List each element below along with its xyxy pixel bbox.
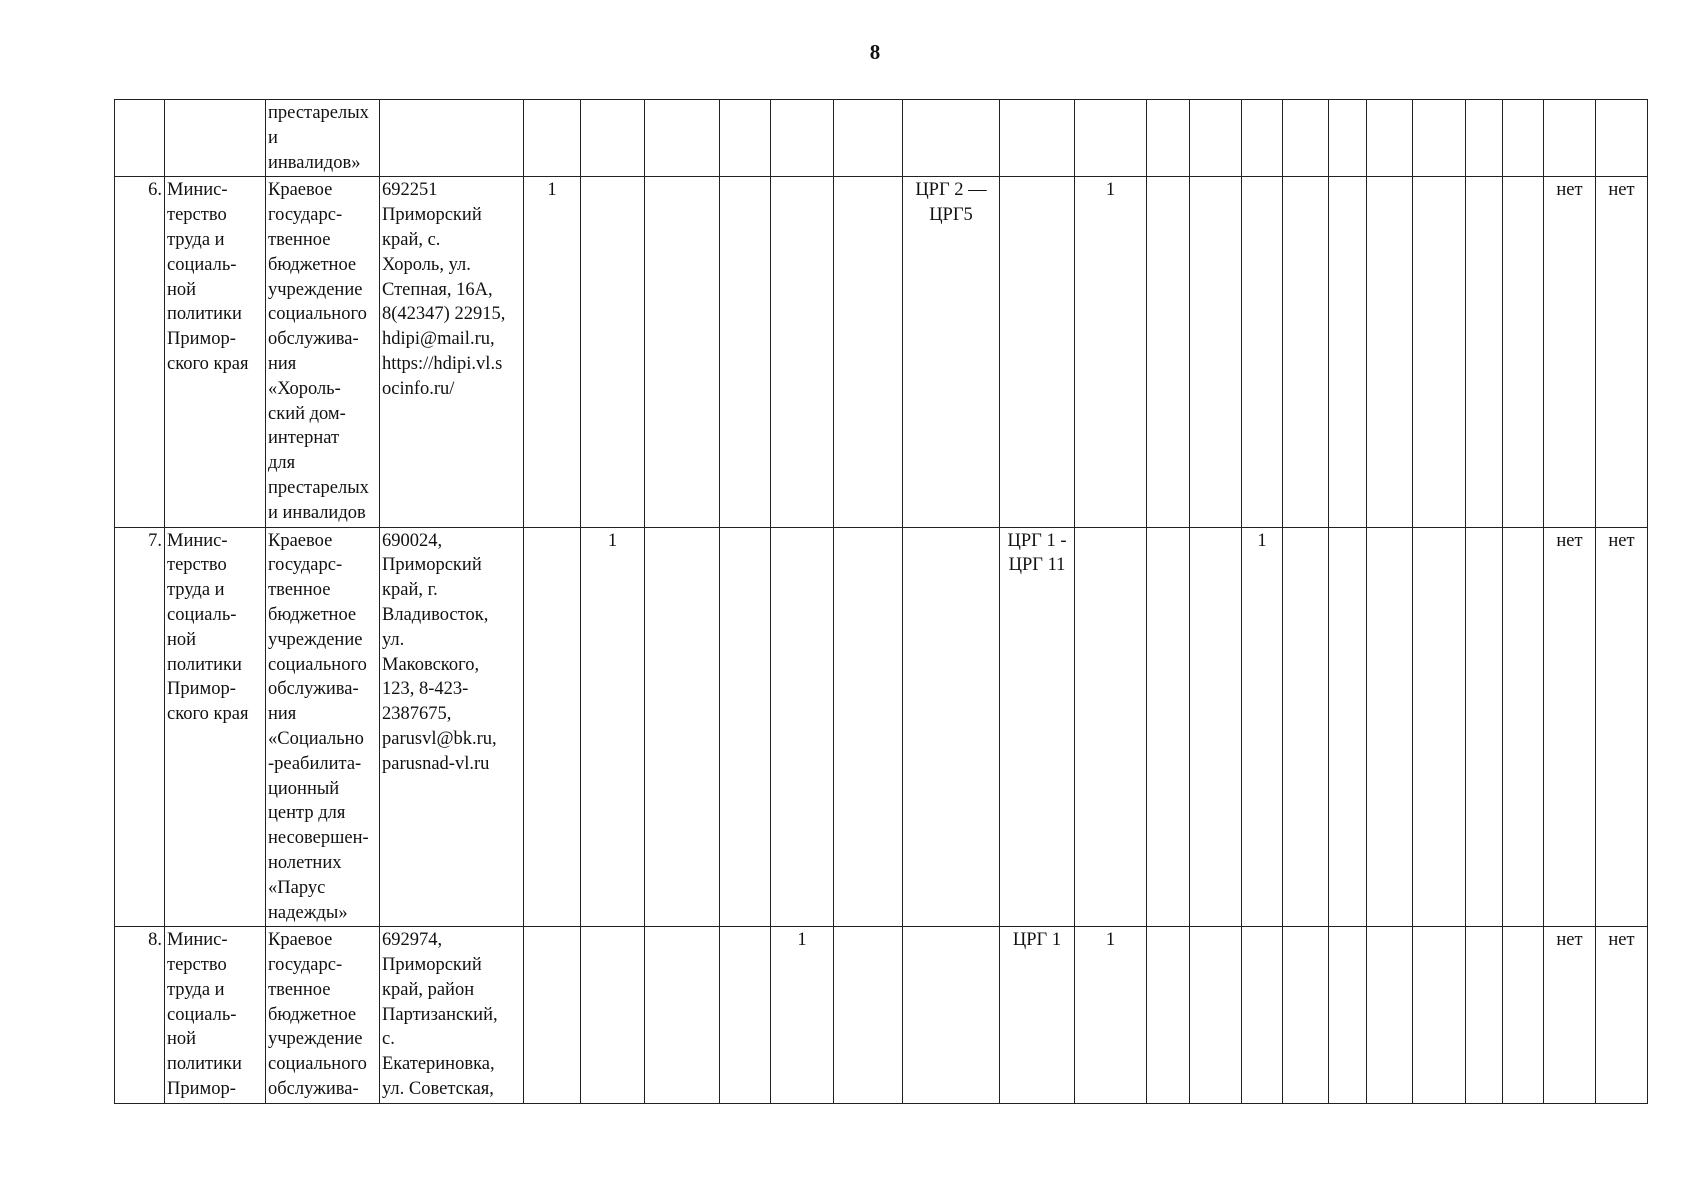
data-cell-14 xyxy=(1190,527,1242,927)
data-cell-17 xyxy=(1329,927,1367,1104)
data-cell-23: нет xyxy=(1596,927,1648,1104)
address-cell xyxy=(380,100,524,177)
data-cell-9 xyxy=(834,100,903,177)
data-cell-18 xyxy=(1367,527,1413,927)
data-cell-11 xyxy=(1000,177,1075,527)
data-cell-11 xyxy=(1000,100,1075,177)
data-cell-23: нет xyxy=(1596,177,1648,527)
data-cell-20 xyxy=(1466,527,1503,927)
data-cell-10 xyxy=(903,527,1000,927)
data-cell-22 xyxy=(1544,100,1596,177)
data-cell-14 xyxy=(1190,177,1242,527)
address-cell: 692974, Приморский край, район Партизанский, с. Екатериновка, ул. Советская, xyxy=(380,927,524,1104)
data-cell-11: ЦРГ 1 xyxy=(1000,927,1075,1104)
registry-table xyxy=(114,99,1648,1104)
row-number-cell xyxy=(115,100,165,177)
data-cell-12 xyxy=(1075,100,1147,177)
data-cell-5 xyxy=(581,100,645,177)
data-cell-4 xyxy=(524,100,581,177)
row-number-cell: 8. xyxy=(115,927,165,1104)
data-cell-7 xyxy=(720,100,771,177)
data-cell-14 xyxy=(1190,927,1242,1104)
data-cell-15 xyxy=(1242,177,1283,527)
data-cell-23: нет xyxy=(1596,527,1648,927)
data-cell-7 xyxy=(720,177,771,527)
row-number-cell: 6. xyxy=(115,177,165,527)
table-row xyxy=(115,527,1648,927)
data-cell-18 xyxy=(1367,927,1413,1104)
data-cell-8 xyxy=(771,177,834,527)
data-cell-20 xyxy=(1466,177,1503,527)
data-cell-15 xyxy=(1242,100,1283,177)
data-cell-19 xyxy=(1413,177,1466,527)
institution-cell: Краевое государс- твенное бюджетное учреждение социального обслужива- ния «Хороль- ский дом- интернат для престарелых и инвалидов xyxy=(266,177,380,527)
data-cell-21 xyxy=(1503,927,1544,1104)
data-cell-12: 1 xyxy=(1075,927,1147,1104)
ministry-cell: Минис- терство труда и социаль- ной политики Примор- ского края xyxy=(165,527,266,927)
data-cell-4: 1 xyxy=(524,177,581,527)
data-cell-16 xyxy=(1283,177,1329,527)
institution-cell: престарелых и инвалидов» xyxy=(266,100,380,177)
data-cell-22: нет xyxy=(1544,527,1596,927)
data-cell-8 xyxy=(771,527,834,927)
data-cell-15 xyxy=(1242,927,1283,1104)
page-number: 8 xyxy=(869,40,881,64)
data-cell-4 xyxy=(524,927,581,1104)
data-cell-14 xyxy=(1190,100,1242,177)
data-cell-13 xyxy=(1147,927,1190,1104)
data-cell-22: нет xyxy=(1544,177,1596,527)
ministry-cell xyxy=(165,100,266,177)
data-cell-17 xyxy=(1329,100,1367,177)
data-cell-5 xyxy=(581,927,645,1104)
ministry-cell: Минис- терство труда и социаль- ной политики Примор- xyxy=(165,927,266,1104)
data-cell-17 xyxy=(1329,177,1367,527)
institution-cell: Краевое государс- твенное бюджетное учреждение социального обслужива- ния «Социально -реабилита- ционный центр для несовершен- нолетних «Парус надежды» xyxy=(266,527,380,927)
data-cell-23 xyxy=(1596,100,1648,177)
data-cell-12: 1 xyxy=(1075,177,1147,527)
data-cell-13 xyxy=(1147,527,1190,927)
institution-cell: Краевое государс- твенное бюджетное учреждение социального обслужива- xyxy=(266,927,380,1104)
data-cell-15: 1 xyxy=(1242,527,1283,927)
data-cell-16 xyxy=(1283,927,1329,1104)
data-cell-21 xyxy=(1503,527,1544,927)
data-cell-18 xyxy=(1367,100,1413,177)
address-cell: 690024, Приморский край, г. Владивосток, ул. Маковского, 123, 8-423- 2387675, parusvl@bk.ru, parusnad-vl.ru xyxy=(380,527,524,927)
data-cell-19 xyxy=(1413,100,1466,177)
table-row xyxy=(115,100,1648,177)
data-cell-22: нет xyxy=(1544,927,1596,1104)
data-cell-6 xyxy=(645,927,720,1104)
data-cell-8: 1 xyxy=(771,927,834,1104)
data-cell-19 xyxy=(1413,927,1466,1104)
data-cell-20 xyxy=(1466,100,1503,177)
table-row xyxy=(115,177,1648,527)
data-cell-13 xyxy=(1147,100,1190,177)
data-cell-9 xyxy=(834,177,903,527)
data-cell-9 xyxy=(834,527,903,927)
data-cell-9 xyxy=(834,927,903,1104)
data-cell-12 xyxy=(1075,527,1147,927)
data-cell-10 xyxy=(903,927,1000,1104)
data-cell-21 xyxy=(1503,100,1544,177)
data-cell-6 xyxy=(645,100,720,177)
table-row xyxy=(115,927,1648,1104)
data-cell-16 xyxy=(1283,527,1329,927)
ministry-cell: Минис- терство труда и социаль- ной политики Примор- ского края xyxy=(165,177,266,527)
data-cell-11: ЦРГ 1 - ЦРГ 11 xyxy=(1000,527,1075,927)
data-cell-8 xyxy=(771,100,834,177)
data-cell-4 xyxy=(524,527,581,927)
data-cell-19 xyxy=(1413,527,1466,927)
data-cell-21 xyxy=(1503,177,1544,527)
data-cell-5 xyxy=(581,177,645,527)
data-cell-16 xyxy=(1283,100,1329,177)
data-cell-7 xyxy=(720,927,771,1104)
data-cell-10: ЦРГ 2 — ЦРГ5 xyxy=(903,177,1000,527)
data-cell-6 xyxy=(645,527,720,927)
data-cell-17 xyxy=(1329,527,1367,927)
data-cell-18 xyxy=(1367,177,1413,527)
data-cell-6 xyxy=(645,177,720,527)
data-cell-5: 1 xyxy=(581,527,645,927)
data-cell-13 xyxy=(1147,177,1190,527)
data-cell-20 xyxy=(1466,927,1503,1104)
row-number-cell: 7. xyxy=(115,527,165,927)
address-cell: 692251 Приморский край, с. Хороль, ул. Степная, 16А, 8(42347) 22915, hdipi@mail.ru, https://hdipi.vl.s ocinfo.ru/ xyxy=(380,177,524,527)
data-cell-10 xyxy=(903,100,1000,177)
data-cell-7 xyxy=(720,527,771,927)
